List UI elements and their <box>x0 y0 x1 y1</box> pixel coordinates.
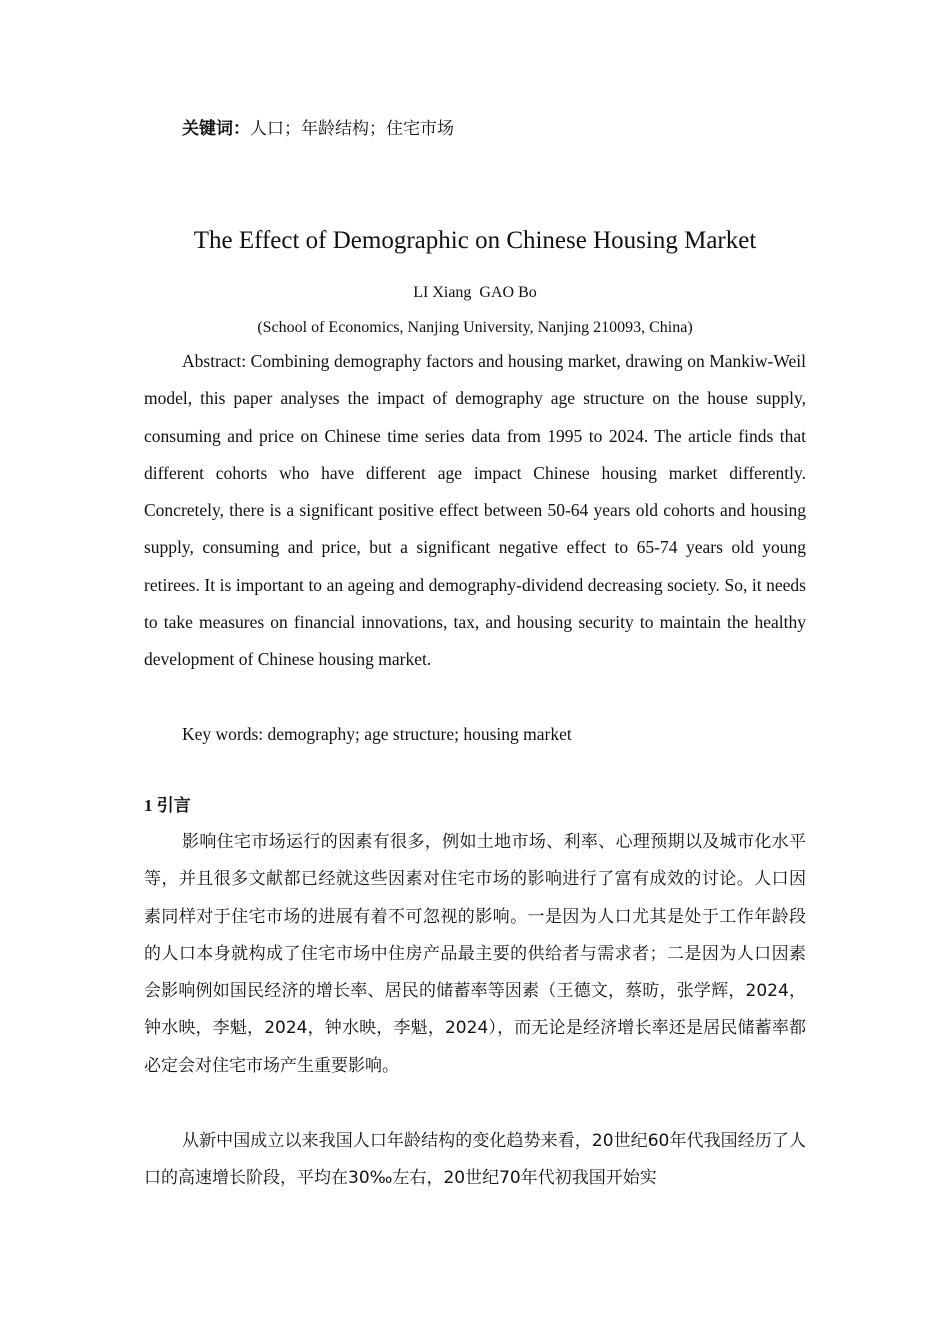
authors: LI Xiang GAO Bo <box>413 284 537 301</box>
abstract: Abstract: Combining demography factors and housing market, drawing on Mankiw-Weil model, this paper analyses the impact of demography age structure on the house supply, consuming and price on Chinese time series data from 1995 to 2024. The article finds that different cohorts who have different age impact Chinese housing market differently. Concretely, there is a significant positive effect between 50-64 years old cohorts and housing supply, consuming and price, but a significant negative effect to 65-74 years old young retirees. It is important to an ageing and demography-dividend decreasing society. So, it needs to take measures on financial innovations, tax, and housing security to maintain the healthy development of Chinese housing market. <box>144 351 806 670</box>
section-title: 引言 <box>156 796 191 816</box>
english-title: The Effect of Demographic on Chinese Housing Market <box>193 227 757 254</box>
section-heading <box>144 792 806 820</box>
chinese-keywords <box>182 116 806 142</box>
body-paragraph: 从新中国成立以来我国人口年龄结构的变化趋势来看，20世纪60年代我国经历了人口的高速增长阶段，平均在30‰左右，20世纪70年代初我国开始实 <box>144 1131 806 1189</box>
body-paragraph: 影响住宅市场运行的因素有很多，例如土地市场、利率、心理预期以及城市化水平等，并且很多文献都已经就这些因素对住宅市场的影响进行了富有成效的讨论。人口因素同样对于住宅市场的进展有着不可忽视的影响。一是因为人口尤其是处于工作年龄段的人口本身就构成了住宅市场中住房产品最主要的供给者与需求者；二是因为人口因素会影响例如国民经济的增长率、居民的储蓄率等因素（王德文，蔡昉，张学辉，2024，钟水映，李魁，2024，钟水映，李魁，2024），而无论是经济增长率还是居民储蓄率都必定会对住宅市场产生重要影响。 <box>144 832 806 1076</box>
english-keywords: Key words: demography; age structure; housing market <box>182 724 572 744</box>
chinese-keywords-text: 人口；年龄结构；住宅市场 <box>250 119 454 139</box>
section-number: 1 <box>144 796 153 815</box>
affiliation: (School of Economics, Nanjing University, Nanjing 210093, China) <box>257 319 693 336</box>
chinese-keywords-label: 关键词： <box>182 119 250 139</box>
